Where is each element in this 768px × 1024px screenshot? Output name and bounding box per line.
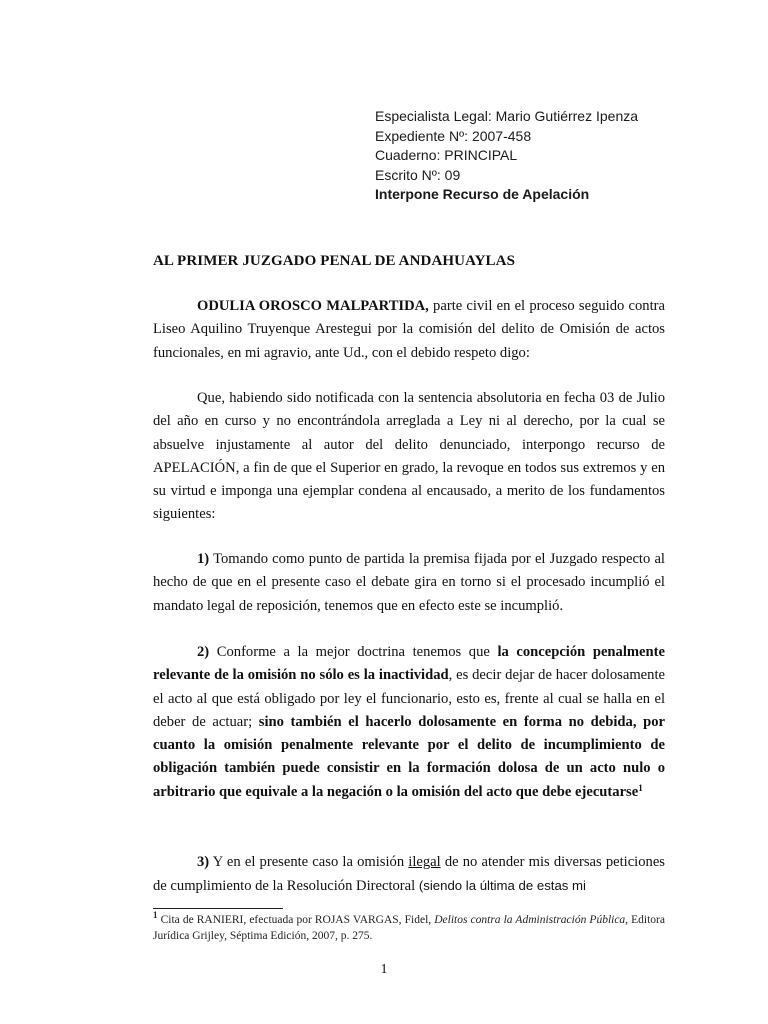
page-number: 1 — [380, 962, 388, 977]
ground-3-text-2: de no atender mis diversas peticiones de cumplimiento de la Resolución Directoral — [153, 854, 665, 895]
header-notebook: Cuaderno: PRINCIPAL — [375, 147, 518, 163]
footnote-text-1: Cita de RANIERI, efectuada por ROJAS VARGAS, Fidel, — [157, 914, 435, 926]
appellant-name: ODULIA OROSCO MALPARTIDA, — [197, 298, 429, 314]
ground-1-number: 1) — [197, 551, 210, 567]
case-header — [375, 107, 638, 205]
paragraph-ground-1 — [153, 548, 665, 618]
footnote-book-title: Delitos contra la Administración Pública, — [434, 914, 629, 926]
header-document-number: Escrito Nº: 09 — [375, 166, 461, 183]
header-subject: Interpone Recurso de Apelación — [375, 186, 590, 202]
footnote-mark: 1 — [153, 910, 158, 920]
ground-3-number: 3) — [197, 854, 210, 870]
ground-2-text-2: , es decir dejar de hacer dolosamente el acto al que está obligado por ley el funcionario, esto es, frente al cual se halla en el deber de actuar; — [153, 667, 665, 730]
paragraph-ground-2 — [153, 641, 665, 804]
footnote-separator — [153, 908, 283, 909]
header-case-number: Expediente Nº: 2007-458 — [375, 127, 532, 144]
ground-3-underlined: ilegal — [408, 854, 441, 870]
ground-2-bold-1: la concepción penalmente relevante de la omisión no sólo es la inactividad — [153, 644, 665, 684]
footnote — [153, 912, 665, 944]
paragraph-ground-3 — [153, 851, 665, 899]
ground-2-bold-2: sino también el hacerlo dolosamente en forma no debida, por cuanto la omisión penalmente relevante por el delito de incumplimiento de obligación también puede consistir en la formación dolosa de un acto nulo o arbitrario que equivale a la negación o la omisión del acto que debe ejecutarse — [153, 713, 665, 800]
footnote-reference[interactable]: 1 — [638, 782, 643, 793]
footnote-text-2: Editora Jurídica Grijley, Séptima Edición, 2007, p. 275. — [153, 914, 665, 942]
header-specialist: Especialista Legal: Mario Gutiérrez Ipenza — [375, 108, 639, 124]
paragraph-appellant — [153, 295, 665, 365]
ground-1-text: Tomando como punto de partida la premisa fijada por el Juzgado respecto al hecho de que en el presente caso el debate gira en torno si el procesado incumplió el mandato legal de reposición, tenemos que en efecto este se incumplió. — [153, 551, 665, 614]
ground-2-text-1: Conforme a la mejor doctrina tenemos que — [209, 644, 498, 660]
paragraph-appellant-text: parte civil en el proceso seguido contra Liseo Aquilino Truyenque Arestegui por la comisión del delito de Omisión de actos funcionales, en mi agravio, ante Ud., con el debido respeto digo: — [153, 298, 665, 361]
ground-2-number: 2) — [197, 644, 210, 660]
ground-3-text-3: (siendo la última de estas mi — [418, 878, 586, 894]
document-title: AL PRIMER JUZGADO PENAL DE ANDAHUAYLAS — [153, 253, 516, 269]
ground-3-text-1: Y en el presente caso la omisión — [209, 854, 409, 870]
paragraph-notification: Que, habiendo sido notificada con la sentencia absolutoria en fecha 03 de Julio del año en curso y no encontrándola arreglada a Ley ni al derecho, por la cual se absuelve injustamente al autor del delito denunciado, interpongo recurso de APELACIÓN, a fin de que el Superior en grado, la revoque en todos sus extremos y en su virtud e imponga una ejemplar condena al encausado, a merito de los fundamentos siguientes: — [153, 390, 665, 523]
